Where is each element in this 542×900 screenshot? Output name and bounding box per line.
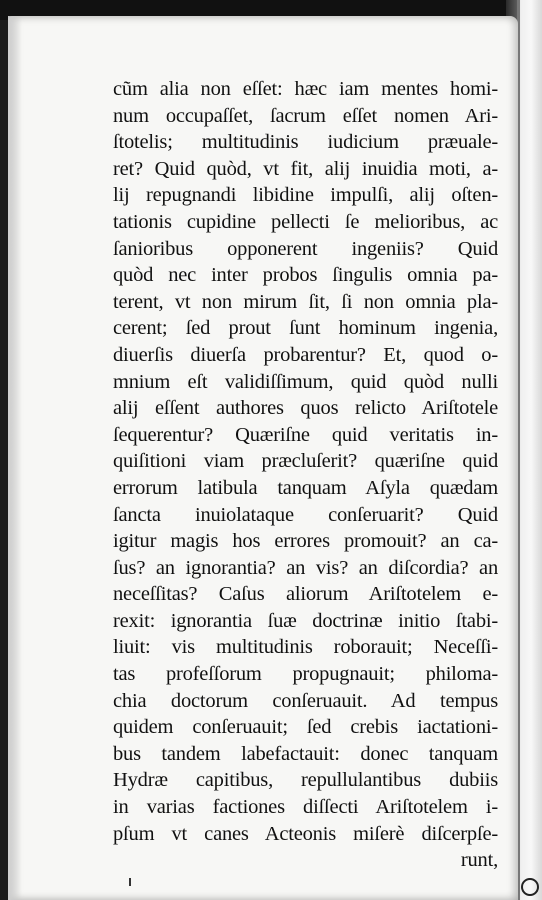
text-line: lij repugnandi libidine impulſi, alij oſten-	[113, 184, 498, 207]
page-text-block	[113, 76, 498, 874]
text-line: num occupaſſet, ſacrum eſſet nomen Ari-	[113, 104, 498, 127]
text-line: ſequerentur? Quæriſne quid veritatis in-	[113, 423, 498, 446]
text-line: diuerſis diuerſa probarentur? Et, quod o-	[113, 343, 498, 366]
text-line: tationis cupidine pellecti ſe melioribus, ac	[113, 210, 498, 233]
text-line: bus tandem labefactauit: donec tanquam	[113, 742, 498, 765]
text-line-catchword: runt,	[460, 849, 498, 872]
text-line: quòd nec inter probos ſingulis omnia pa-	[113, 264, 498, 287]
text-line: terent, vt non mirum ſit, ſi non omnia pla-	[113, 290, 498, 313]
text-line: mnium eſt validiſſimum, quid quòd nulli	[113, 370, 498, 393]
text-line: quiſitioni viam præcluſerit? quæriſne quid	[113, 450, 498, 473]
text-line: ſtotelis; multitudinis iudicium præuale-	[113, 131, 498, 154]
text-line: ſanioribus opponerent ingeniis? Quid	[113, 237, 498, 260]
text-line: alij eſſent authores quos relicto Ariſtotele	[113, 397, 498, 420]
corner-stamp-mark	[521, 878, 539, 896]
text-line: pſum vt canes Acteonis miſerè diſcerpſe-	[113, 822, 498, 845]
text-line: cũm alia non eſſet: hæc iam mentes homi-	[113, 78, 498, 100]
text-line: ſancta inuiolataque conſeruarit? Quid	[113, 503, 498, 526]
text-line: neceſſitas? Caſus aliorum Ariſtotelem e-	[113, 583, 498, 606]
text-line: ſus? an ignorantia? an vis? an diſcordia? an	[113, 556, 498, 579]
text-line: cerent; ſed prout ſunt hominum ingenia,	[113, 317, 498, 340]
text-line: tas profeſſorum propugnauit; philoma-	[113, 663, 498, 686]
text-line: ret? Quid quòd, vt fit, alij inuidia moti, a-	[113, 157, 498, 180]
ink-mark	[129, 878, 131, 886]
text-line: rexit: ignorantia ſuæ doctrinæ initio ſtabi-	[113, 609, 498, 632]
text-line: quidem conſeruauit; ſed crebis iactationi-	[113, 716, 498, 739]
text-line: liuit: vis multitudinis roborauit; Neceſſi-	[113, 636, 498, 659]
text-line: igitur magis hos errores promouit? an ca-	[113, 530, 498, 553]
text-line: in varias factiones diſſecti Ariſtotelem i-	[113, 796, 498, 819]
text-line: chia doctorum conſeruauit. Ad tempus	[113, 689, 498, 712]
text-line: errorum latibula tanquam Aſyla quædam	[113, 476, 498, 499]
text-line: Hydræ capitibus, repullulantibus dubiis	[113, 769, 498, 792]
